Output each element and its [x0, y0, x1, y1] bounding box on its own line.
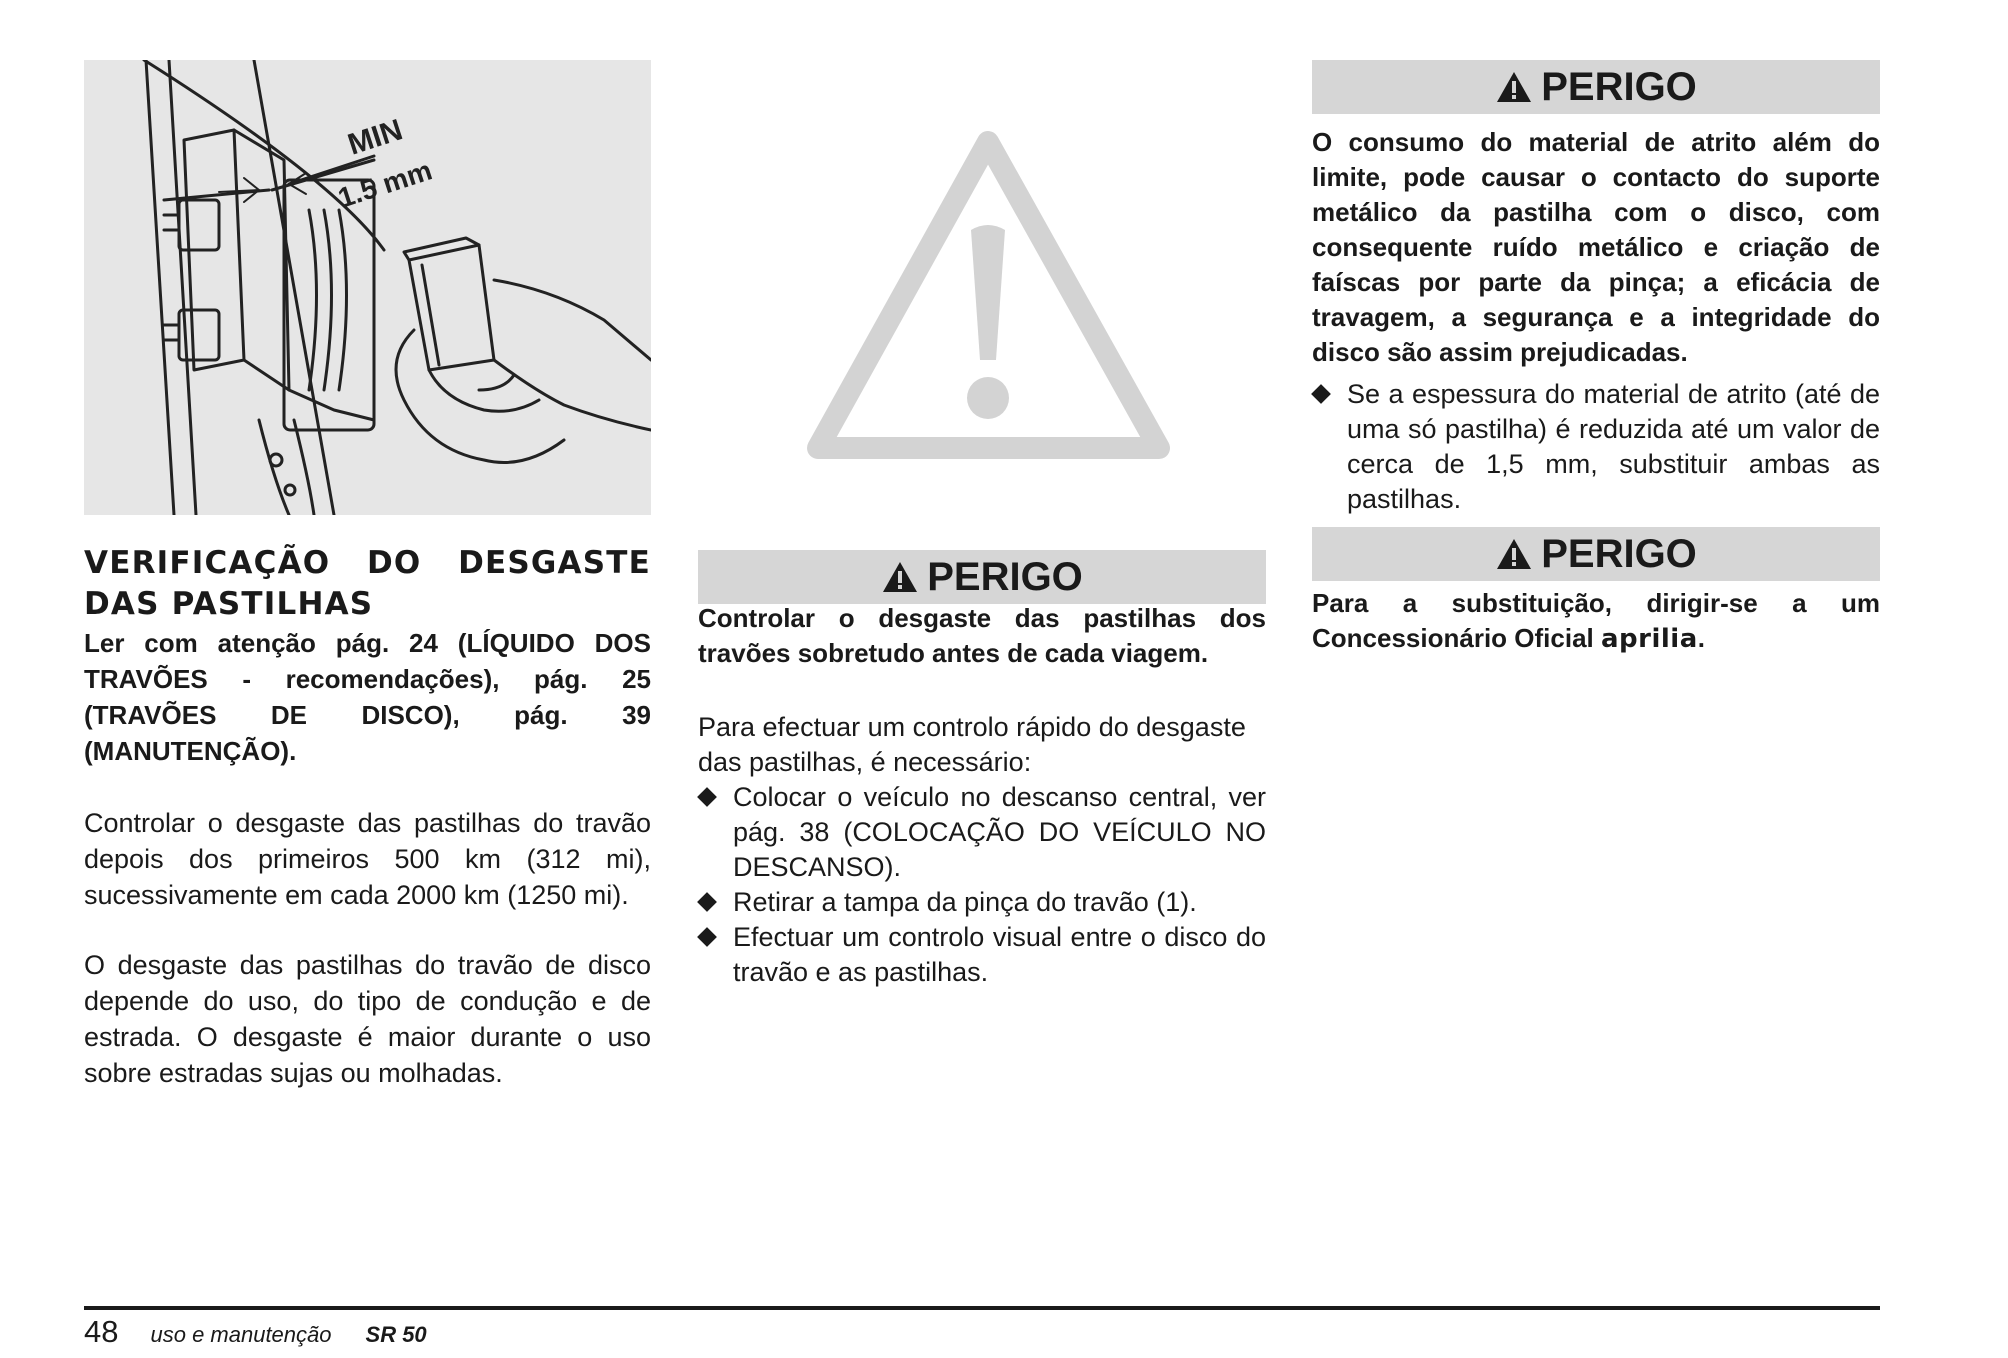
danger-header	[698, 550, 1266, 604]
measure-label: 1.5 mm	[334, 154, 436, 214]
diamond-bullet-icon	[697, 787, 717, 807]
brake-pad-illustration	[84, 60, 651, 515]
list-item: Efectuar um controlo visual entre o disco do travão e as pastilhas.	[698, 920, 1266, 990]
danger-text: O consumo do material de atrito além do limite, pode causar o contacto do suporte metálico da pastilha com o disco, com consequente ruído metálico e criação de faíscas por parte da pinça; a eficácia de travagem, a segurança e a integridade do disco são assim prejudicadas.	[1312, 127, 1880, 367]
footer-rule	[84, 1306, 1880, 1310]
page-number: 48	[84, 1314, 119, 1349]
danger-header	[1312, 527, 1880, 581]
manual-label: uso e manutenção	[150, 1322, 332, 1347]
procedure-list	[698, 780, 1266, 990]
danger-label: PERIGO	[1541, 531, 1697, 576]
diamond-bullet-icon	[1311, 384, 1331, 404]
replacement-note-list	[1312, 377, 1880, 517]
paragraph-wear: O desgaste das pastilhas do travão de disco depende do uso, do tipo de condução e de estrada. O desgaste é maior durante o uso sobre estradas sujas ou molhadas.	[84, 950, 651, 1088]
danger-label: PERIGO	[1541, 64, 1697, 109]
page-footer	[84, 1314, 427, 1354]
danger-label: PERIGO	[927, 554, 1083, 599]
danger-icon	[1495, 70, 1533, 104]
warning-triangle-icon	[806, 130, 1171, 460]
danger-header	[1312, 60, 1880, 114]
brake-caliper-drawing	[84, 60, 651, 515]
danger-text: Para a substituição, dirigir-se a um Concessionário Oficial aprilia.	[1312, 588, 1880, 654]
diamond-bullet-icon	[697, 927, 717, 947]
section-title: VERIFICAÇÃO DO DESGASTE DAS PASTILHAS	[84, 545, 651, 622]
list-item: Retirar a tampa da pinça do travão (1).	[698, 885, 1266, 920]
danger-icon	[1495, 537, 1533, 571]
list-item: Colocar o veículo no descanso central, ver pág. 38 (COLOCAÇÃO DO VEÍCULO NO DESCANSO).	[698, 780, 1266, 885]
list-item: Se a espessura do material de atrito (até de uma só pastilha) é reduzida até um valor de cerca de 1,5 mm, substituir ambas as pastilhas.	[1312, 377, 1880, 517]
reference-note: Ler com atenção pág. 24 (LÍQUIDO DOS TRAVÕES - recomendações), pág. 25 (TRAVÕES DE DISCO), pág. 39 (MANUTENÇÃO).	[84, 628, 651, 766]
brand-name: aprilia	[1600, 624, 1698, 654]
lead-paragraph: Para efectuar um controlo rápido do desgaste das pastilhas, é necessário:	[698, 712, 1246, 777]
danger-text: Controlar o desgaste das pastilhas dos travões sobretudo antes de cada viagem.	[698, 603, 1266, 668]
diamond-bullet-icon	[697, 892, 717, 912]
danger-icon	[881, 560, 919, 594]
paragraph-interval: Controlar o desgaste das pastilhas do travão depois dos primeiros 500 km (312 mi), sucessivamente em cada 2000 km (1250 mi).	[84, 808, 651, 910]
min-label: MIN	[343, 113, 407, 162]
model-name: SR 50	[365, 1322, 427, 1347]
